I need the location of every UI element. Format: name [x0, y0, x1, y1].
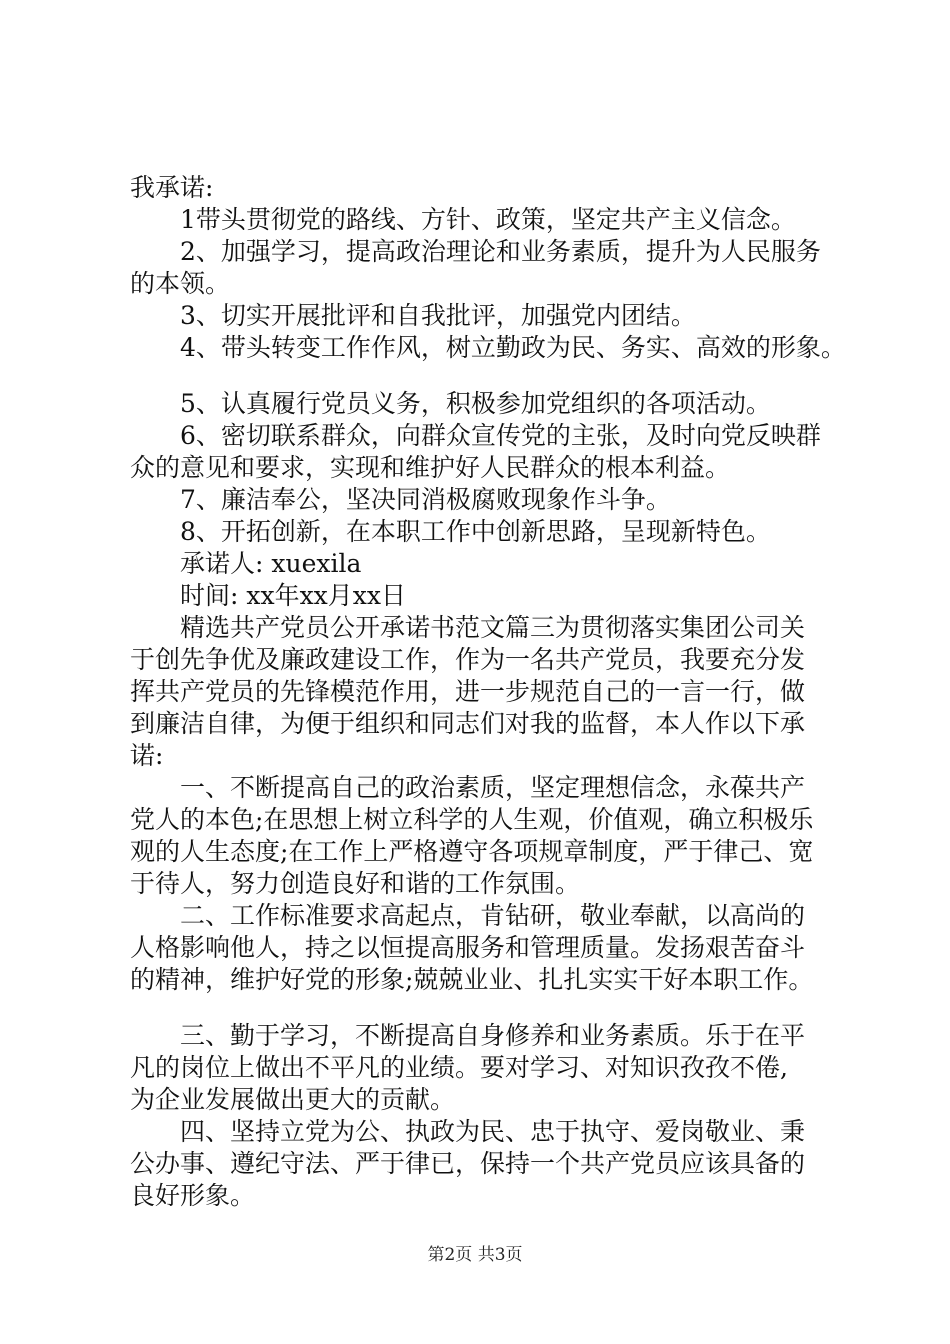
- text-line: 8、开拓创新，在本职工作中创新思路，呈现新特色。: [180, 517, 771, 546]
- text-line: 6、密切联系群众，向群众宣传党的主张，及时向党反映群: [180, 421, 821, 450]
- text-line: 凡的岗位上做出不平凡的业绩。要对学习、对知识孜孜不倦,: [130, 1053, 788, 1082]
- paragraph-gap: [130, 996, 842, 1020]
- text-line: 我承诺:: [130, 173, 214, 202]
- text-line: 3、切实开展批评和自我批评，加强党内团结。: [180, 301, 696, 330]
- text-line: 5、认真履行党员义务，积极参加党组织的各项活动。: [180, 389, 771, 418]
- text-line: 二、工作标准要求高起点，肯钻研，敬业奉献，以高尚的: [180, 901, 806, 930]
- document-body: [130, 172, 846, 1212]
- text-line: 承诺人: xuexila: [180, 549, 362, 578]
- text-line: 4、带头转变工作作风，树立勤政为民、务实、高效的形象。: [180, 333, 846, 362]
- text-line: 于创先争优及廉政建设工作，作为一名共产党员，我要充分发: [130, 645, 806, 674]
- text-line: 精选共产党员公开承诺书范文篇三为贯彻落实集团公司关: [180, 613, 806, 642]
- page-footer: 第2页 共3页: [427, 1245, 523, 1265]
- text-line: 的精神，维护好党的形象;兢兢业业、扎扎实实干好本职工作。: [130, 965, 814, 994]
- text-line: 于待人，努力创造良好和谐的工作氛围。: [130, 869, 581, 898]
- text-line: 1带头贯彻党的路线、方针、政策，坚定共产主义信念。: [180, 205, 796, 234]
- text-line: 四、坚持立党为公、执政为民、忠于执守、爱岗敬业、秉: [180, 1117, 806, 1146]
- text-line: 众的意见和要求，实现和维护好人民群众的根本利益。: [130, 453, 731, 482]
- text-line: 为企业发展做出更大的贡献。: [130, 1085, 456, 1114]
- text-line: 到廉洁自律，为便于组织和同志们对我的监督，本人作以下承: [130, 709, 806, 738]
- text-line: 的本领。: [130, 269, 231, 298]
- text-line: 诺:: [130, 741, 164, 770]
- text-line: 三、勤于学习，不断提高自身修养和业务素质。乐于在平: [180, 1021, 806, 1050]
- text-line: 一、不断提高自己的政治素质，坚定理想信念，永葆共产: [180, 773, 806, 802]
- text-line: 良好形象。: [130, 1181, 256, 1210]
- text-line: 人格影响他人，持之以恒提高服务和管理质量。发扬艰苦奋斗: [130, 933, 806, 962]
- text-line: 7、廉洁奉公，坚决同消极腐败现象作斗争。: [180, 485, 671, 514]
- text-line: 2、加强学习，提高政治理论和业务素质，提升为人民服务: [180, 237, 821, 266]
- text-line: 时间: xx年xx月xx日: [180, 581, 406, 610]
- text-line: 公办事、遵纪守法、严于律已，保持一个共产党员应该具备的: [130, 1149, 806, 1178]
- text-line: 挥共产党员的先锋模范作用，进一步规范自己的一言一行，做: [130, 677, 806, 706]
- paragraph-gap: [130, 364, 842, 388]
- text-line: 党人的本色;在思想上树立科学的人生观，价值观，确立积极乐: [130, 805, 814, 834]
- text-line: 观的人生态度;在工作上严格遵守各项规章制度，严于律己、宽: [130, 837, 814, 866]
